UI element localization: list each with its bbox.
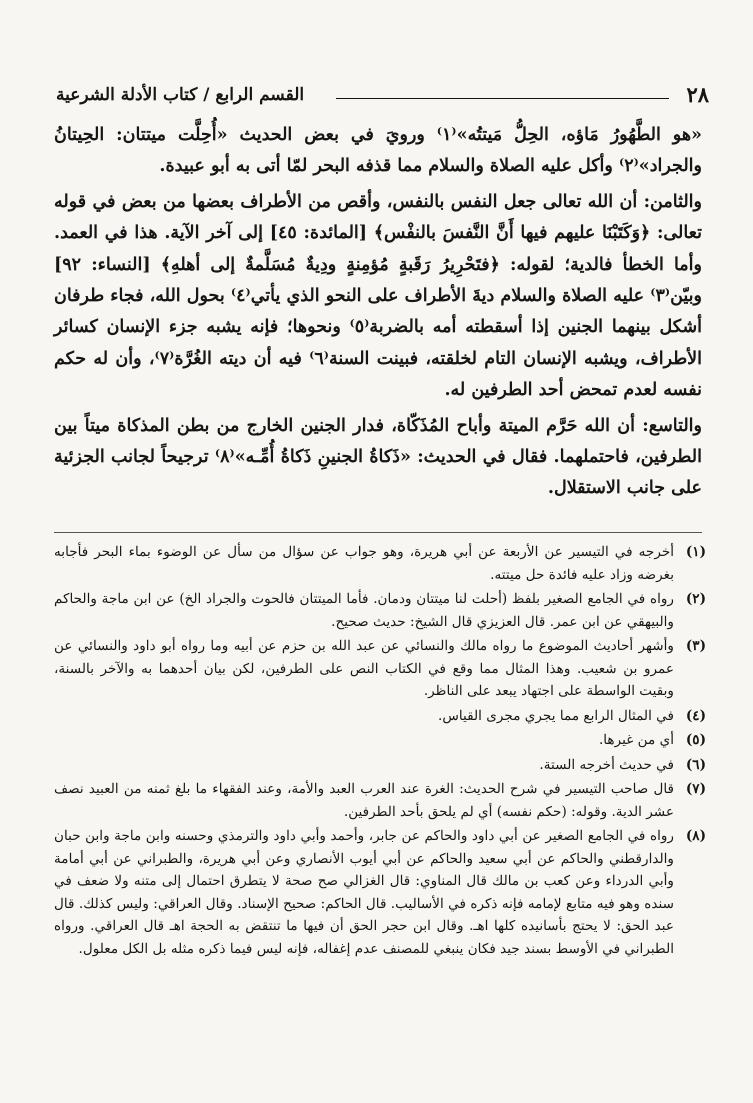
- paragraph-lead: والتاسع:: [642, 415, 702, 436]
- running-title: القسم الرابع / كتاب الأدلة الشرعية: [56, 85, 305, 105]
- footnote: [54, 541, 706, 586]
- footnote: [54, 754, 706, 777]
- footnote-number: (١): [685, 544, 706, 560]
- footnote-number: (٥): [685, 732, 706, 748]
- paragraph-text: أن الله تعالى جعل النفس بالنفس، وأقص من الأطراف بعضها من بعض في قوله تعالى: ﴿وَكَتَبْنَا عليهم فيها أَنَّ النَّفسَ بالنفْس﴾ [المائدة: ٤٥] إلى آخر الآية. هذا في العمد. وأما الخطأ فالدية؛ لقوله: ﴿فتَحْرِيرُ رَقَبةٍ مُؤمِنةٍ ودِيةٌ مُسَلَّمةٌ إلى أهلهِ﴾ [النساء: ٩٢] وبيّن⁽٣⁾ عليه الصلاة والسلام ديةَ الأطراف على النحو الذي يأتي⁽٤⁾ بحول الله، فجاء طرفان أشكل بينهما الجنين إذا أسقطته أمه بالضربة⁽٥⁾ ونحوها؛ فإنه يشبه جزء الإنسان كسائر الأطراف، ويشبه الإنسان التام لخلقته، فبينت السنة⁽٦⁾ فيه أن ديته الغُرَّة⁽٧⁾، وأن له حكم نفسه لعدم تمحض أحد الطرفين له.: [54, 191, 702, 401]
- footnote-text: رواه في الجامع الصغير بلفظ (أحلت لنا ميتتان ودمان. فأما الميتتان فالحوت والجراد الخ) عن ابن ماجة والحاكم والبيهقي عن ابن عمر. قال العزيزي قال الشيخ: حديث صحيح.: [54, 591, 674, 630]
- footnote-text: أخرجه في التيسير عن الأربعة عن أبي هريرة، وهو جواب عن سؤال من سأل عن الوضوء بماء البحر فأجابه بغرضه وزاد عليه فائدة حل ميتته.: [54, 544, 674, 583]
- footnotes: [54, 541, 706, 962]
- footnote-number: (٣): [685, 638, 706, 654]
- footnote: [54, 825, 706, 960]
- paragraph-ninth: [54, 411, 702, 505]
- paragraph-hadith: [54, 120, 702, 183]
- footnote-text: أي من غيرها.: [598, 732, 674, 748]
- footnote-number: (٢): [685, 591, 706, 607]
- footnote: [54, 635, 706, 703]
- footnote-text: في حديث أخرجه الستة.: [539, 756, 674, 773]
- footnote-number: (٦): [685, 756, 706, 773]
- main-text: [54, 120, 702, 509]
- footnote-number: (٧): [685, 781, 706, 797]
- page-header: [56, 80, 709, 110]
- paragraph-text: أن الله حَرَّم الميتة وأباح المُذَكّاة، فدار الجنين الخارج من بطن المذكاة ميتاً بين الطرفين، فاحتملهما. فقال في الحديث: «ذَكاةُ الجنينِ ذَكاةُ أُمِّـه»⁽٨⁾ ترجيحاً لجانب الجزئية على جانب الاستقلال.: [54, 415, 702, 499]
- footnote-number: (٨): [685, 828, 706, 844]
- footnote: [54, 778, 706, 823]
- footnote-separator: [54, 532, 702, 533]
- footnote: [54, 588, 706, 633]
- page-number: ٢٨: [686, 82, 709, 107]
- footnote-text: رواه في الجامع الصغير عن أبي داود والحاكم عن جابر، وأحمد وأبي داود والترمذي وحسنه وابن ماجة وابن حبان والدارقطني والحاكم عن أبي سعيد والحاكم عن أبي أيوب الأنصاري وعن أبي هريرة، والطبراني عن أبي أمامة وأبي الدرداء وعن كعب بن مالك قال المناوي: قال الغزالي صح صحة لا يتطرق احتمال إلى متنه ولا ضعف في سنده وهو فيه متابع لإمامه فإنه ذكره في الأساليب. قال الحاكم: صحيح الإسناد. وقال العراقي: وليس كذلك. قال عبد الحق: لا يحتج بأسانيده كلها اهـ. وقال ابن حجر الحق أن فيها ما تنتقض به الحجة اهـ قال العراقي. ورواه الطبراني في الأوسط بسند جيد فكان ينبغي للمصنف عدم إغفاله، فإنه ليس فيما ذكره مثله بل الكل معلول.: [54, 828, 674, 957]
- footnote-number: (٤): [685, 707, 706, 724]
- paragraph-text: «هو الطَّهُورُ مَاؤه، الحِلُّ مَيتتُه»⁽١⁾ ورويَ في بعض الحديث «أُحِلَّت ميتتان: الحِيتانُ والجراد»⁽٢⁾ وأكل عليه الصلاة والسلام مما قذفه البحر لمّا أتى به أبو عبيدة.: [54, 125, 702, 177]
- paragraph-eighth: [54, 187, 702, 407]
- footnote-text: في المثال الرابع مما يجري مجرى القياس.: [438, 707, 674, 724]
- footnote: [54, 729, 706, 752]
- footnote-text: وأشهر أحاديث الموضوع ما رواه مالك والنسائي عن عبد الله بن حزم عن أبيه وما رواه أبو داود والنسائي عن عمرو بن شعيب. وهذا المثال مما وقع في الكتاب النص على الطرفين، لكن بيان أحدهما به والآخر بالسنة، وبقيت الواسطة على اجتهاد يبعد على الناظر.: [54, 638, 674, 699]
- footnote-text: قال صاحب التيسير في شرح الحديث: الغرة عند العرب العبد والأمة، وعند الفقهاء ما بلغ ثمنه من العبيد نصف عشر الدية. وقوله: (حكم نفسه) أي لم يلحق بأحد الطرفين.: [54, 781, 674, 820]
- paragraph-lead: والثامن:: [643, 191, 702, 212]
- header-rule: [336, 98, 669, 99]
- footnote: [54, 705, 706, 728]
